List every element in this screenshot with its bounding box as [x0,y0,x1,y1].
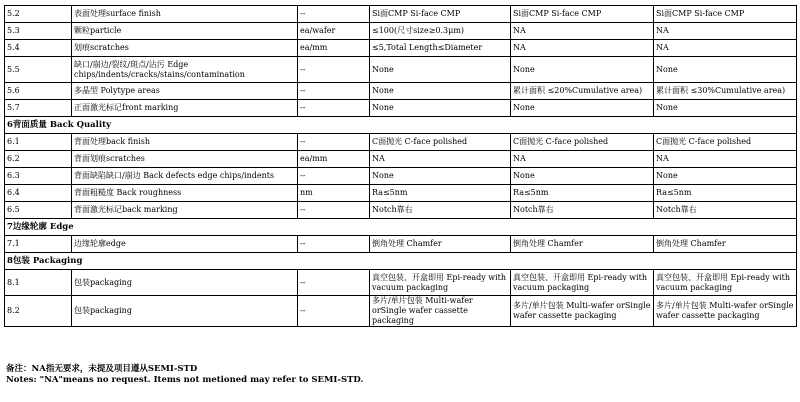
value-cell-grade-1: Notch靠右 [370,202,511,219]
specification-table [4,5,797,327]
item-name-cell: 边缘轮廓edge [72,236,298,253]
value-cell-grade-1: NA [370,151,511,168]
value-cell-grade-3: Ra≤5nm [654,185,797,202]
value-cell-grade-2: None [511,57,654,83]
table-row [5,236,797,253]
unit-cell: -- [298,236,370,253]
value-cell-grade-2: 累计面积 ≤20%Cumulative area) [511,83,654,100]
unit-cell: -- [298,270,370,296]
value-cell-grade-2: None [511,168,654,185]
value-cell-grade-2: Si面CMP Si-face CMP [511,6,654,23]
value-cell-grade-3: NA [654,40,797,57]
item-name-cell: 背面粗糙度 Back roughness [72,185,298,202]
table-row [5,57,797,83]
item-name-cell: 包装packaging [72,296,298,327]
unit-cell: -- [298,100,370,117]
value-cell-grade-3: 真空包装、开盒即用 Epi-ready with vacuum packaging [654,270,797,296]
item-name-cell: 划痕scratches [72,40,298,57]
section-title: 8包装 Packaging [5,253,797,270]
row-number-cell: 5.4 [5,40,72,57]
row-number-cell: 5.5 [5,57,72,83]
row-number-cell: 6.4 [5,185,72,202]
value-cell-grade-1: 倒角处理 Chamfer [370,236,511,253]
row-number-cell: 8.1 [5,270,72,296]
table-row [5,202,797,219]
value-cell-grade-1: Si面CMP Si-face CMP [370,6,511,23]
item-name-cell: 背面处理back finish [72,134,298,151]
value-cell-grade-1: Ra≤5nm [370,185,511,202]
notes-chinese: 备注：NA指无要求，未提及项目遵从SEMI-STD [6,364,198,374]
unit-cell: -- [298,57,370,83]
value-cell-grade-3: 累计面积 ≤30%Cumulative area) [654,83,797,100]
unit-cell: -- [298,296,370,327]
table-row [5,168,797,185]
value-cell-grade-1: ≤5,Total Length≤Diameter [370,40,511,57]
value-cell-grade-1: 多片/单片包装 Multi-wafer orSingle wafer cassette packaging [370,296,511,327]
unit-cell: ea/mm [298,40,370,57]
section-header-row [5,253,797,270]
value-cell-grade-2: 真空包装、开盒即用 Epi-ready with vacuum packaging [511,270,654,296]
unit-cell: -- [298,134,370,151]
value-cell-grade-3: Si面CMP Si-face CMP [654,6,797,23]
unit-cell: -- [298,6,370,23]
table-row [5,151,797,168]
row-number-cell: 8.2 [5,296,72,327]
row-number-cell: 6.5 [5,202,72,219]
value-cell-grade-3: NA [654,23,797,40]
value-cell-grade-2: None [511,100,654,117]
table-row [5,23,797,40]
value-cell-grade-3: NA [654,151,797,168]
item-name-cell: 缺口/崩边/裂纹/斑点/沾污 Edge chips/indents/cracks/stains/contamination [72,57,298,83]
row-number-cell: 6.3 [5,168,72,185]
value-cell-grade-2: NA [511,40,654,57]
value-cell-grade-1: None [370,83,511,100]
value-cell-grade-1: ≤100(尺寸size≥0.3μm) [370,23,511,40]
unit-cell: -- [298,168,370,185]
row-number-cell: 5.7 [5,100,72,117]
unit-cell: -- [298,83,370,100]
row-number-cell: 5.6 [5,83,72,100]
value-cell-grade-3: None [654,168,797,185]
value-cell-grade-2: 多片/单片包装 Multi-wafer orSingle wafer cassette packaging [511,296,654,327]
value-cell-grade-2: Ra≤5nm [511,185,654,202]
value-cell-grade-2: C面抛光 C-face polished [511,134,654,151]
value-cell-grade-2: Notch靠右 [511,202,654,219]
row-number-cell: 5.2 [5,6,72,23]
value-cell-grade-1: None [370,57,511,83]
notes-english: Notes: "NA"means no request. Items not metioned may refer to SEMI-STD. [6,375,364,385]
table-row [5,270,797,296]
row-number-cell: 6.2 [5,151,72,168]
value-cell-grade-2: 倒角处理 Chamfer [511,236,654,253]
section-header-row [5,117,797,134]
value-cell-grade-3: C面抛光 C-face polished [654,134,797,151]
item-name-cell: 表面处理surface finish [72,6,298,23]
section-title: 7边缘轮廓 Edge [5,219,797,236]
row-number-cell: 5.3 [5,23,72,40]
value-cell-grade-1: None [370,100,511,117]
section-header-row [5,219,797,236]
row-number-cell: 6.1 [5,134,72,151]
section-title: 6背面质量 Back Quality [5,117,797,134]
table-row [5,134,797,151]
value-cell-grade-3: Notch靠右 [654,202,797,219]
value-cell-grade-3: 倒角处理 Chamfer [654,236,797,253]
item-name-cell: 背面激光标记back marking [72,202,298,219]
unit-cell: nm [298,185,370,202]
item-name-cell: 包装packaging [72,270,298,296]
value-cell-grade-2: NA [511,151,654,168]
notes-block [6,364,363,386]
table-row [5,296,797,327]
unit-cell: ea/mm [298,151,370,168]
item-name-cell: 正面激光标记front marking [72,100,298,117]
value-cell-grade-3: None [654,57,797,83]
item-name-cell: 多晶型 Polytype areas [72,83,298,100]
row-number-cell: 7.1 [5,236,72,253]
unit-cell: -- [298,202,370,219]
item-name-cell: 背面划痕scratches [72,151,298,168]
unit-cell: ea/wafer [298,23,370,40]
table-row [5,100,797,117]
item-name-cell: 背面缺陷缺口/崩边 Back defects edge chips/indents [72,168,298,185]
table-row [5,40,797,57]
table-row [5,6,797,23]
value-cell-grade-2: NA [511,23,654,40]
value-cell-grade-1: None [370,168,511,185]
table-row [5,185,797,202]
value-cell-grade-3: 多片/单片包装 Multi-wafer orSingle wafer cassette packaging [654,296,797,327]
value-cell-grade-1: C面抛光 C-face polished [370,134,511,151]
item-name-cell: 颗粒particle [72,23,298,40]
value-cell-grade-3: None [654,100,797,117]
value-cell-grade-1: 真空包装、开盒即用 Epi-ready with vacuum packaging [370,270,511,296]
table-row [5,83,797,100]
specification-table-body [5,6,797,327]
